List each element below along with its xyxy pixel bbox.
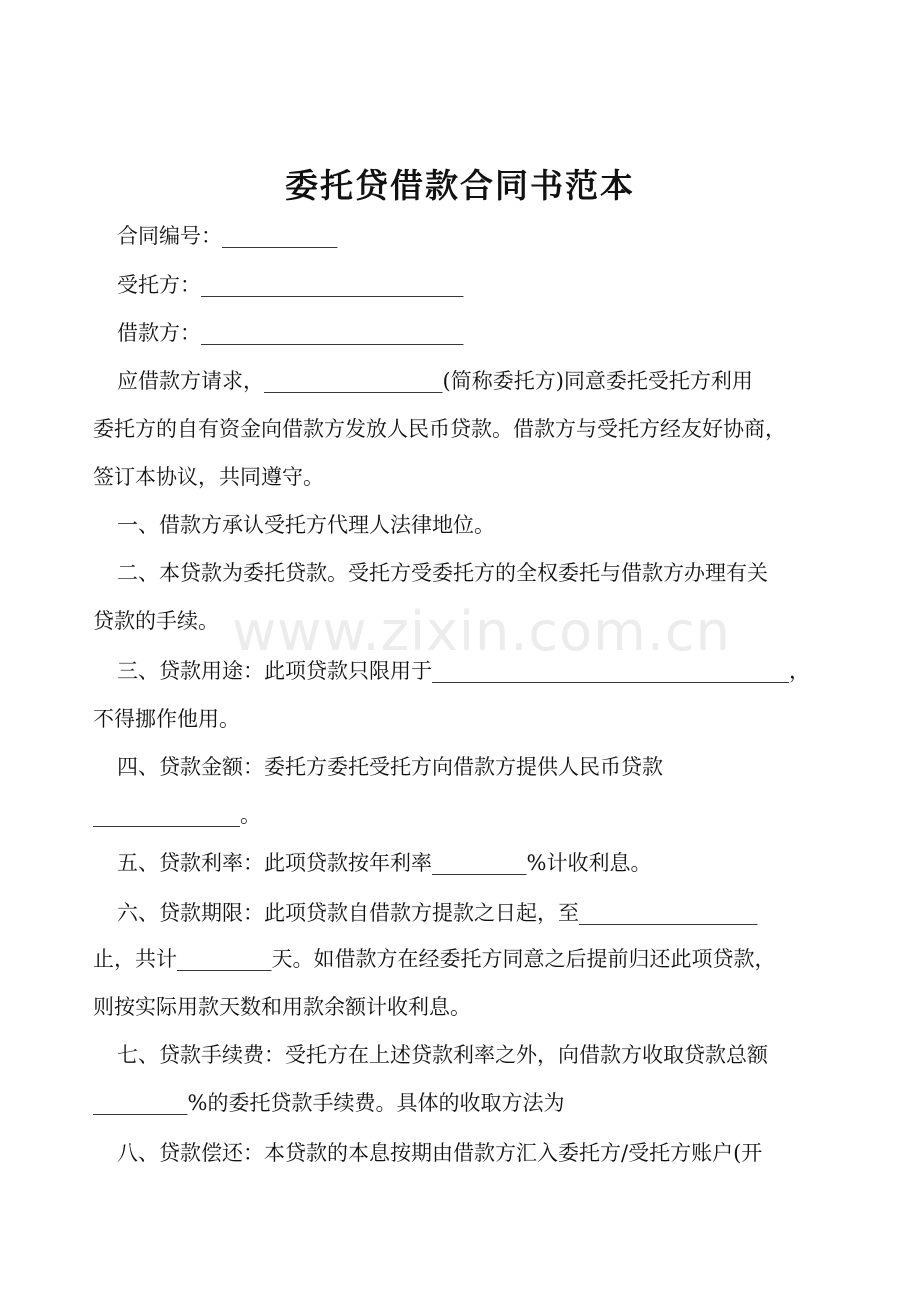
watermark: www.zixin.com.cn [232,600,731,663]
paragraph-line: 应借款方请求，_________________(简称委托方)同意委托受托方利用 [117,369,753,393]
contract-number-line: 合同编号：___________ [117,224,338,248]
trustee-line: 受托方：_________________________ [117,273,464,297]
borrower-line: 借款方：_________________________ [117,321,464,345]
clause-8: 八、贷款偿还：本贷款的本息按期由借款方汇入委托方/受托方账户(开 [117,1141,763,1165]
clause-2-cont: 贷款的手续。 [93,609,219,633]
paragraph-line: 签订本协议，共同遵守。 [93,465,324,489]
document-title: 委托贷借款合同书范本 [285,166,635,205]
clause-5: 五、贷款利率：此项贷款按年利率_________%计收利息。 [117,851,652,875]
clause-3-cont: 不得挪作他用。 [93,707,240,731]
clause-6: 六、贷款期限：此项贷款自借款方提款之日起，至_________________ [117,901,758,925]
clause-2: 二、本贷款为委托贷款。受托方受委托方的全权委托与借款方办理有关 [117,561,768,585]
clause-3: 三、贷款用途：此项贷款只限用于__________________________________， [117,659,810,683]
clause-1: 一、借款方承认受托方代理人法律地位。 [117,513,495,537]
clause-7-cont: _________%的委托贷款手续费。具体的收取方法为 [93,1091,565,1115]
clause-4-cont: ______________。 [93,803,261,827]
clause-6-cont: 止，共计_________天。如借款方在经委托方同意之后提前归还此项贷款， [93,947,776,971]
clause-6-cont: 则按实际用款天数和用款余额计收利息。 [93,995,471,1019]
clause-7: 七、贷款手续费：受托方在上述贷款利率之外，向借款方收取贷款总额 [117,1043,768,1067]
clause-4: 四、贷款金额：委托方委托受托方向借款方提供人民币贷款 [117,755,663,779]
paragraph-line: 委托方的自有资金向借款方发放人民币贷款。借款方与受托方经友好协商， [93,417,786,441]
